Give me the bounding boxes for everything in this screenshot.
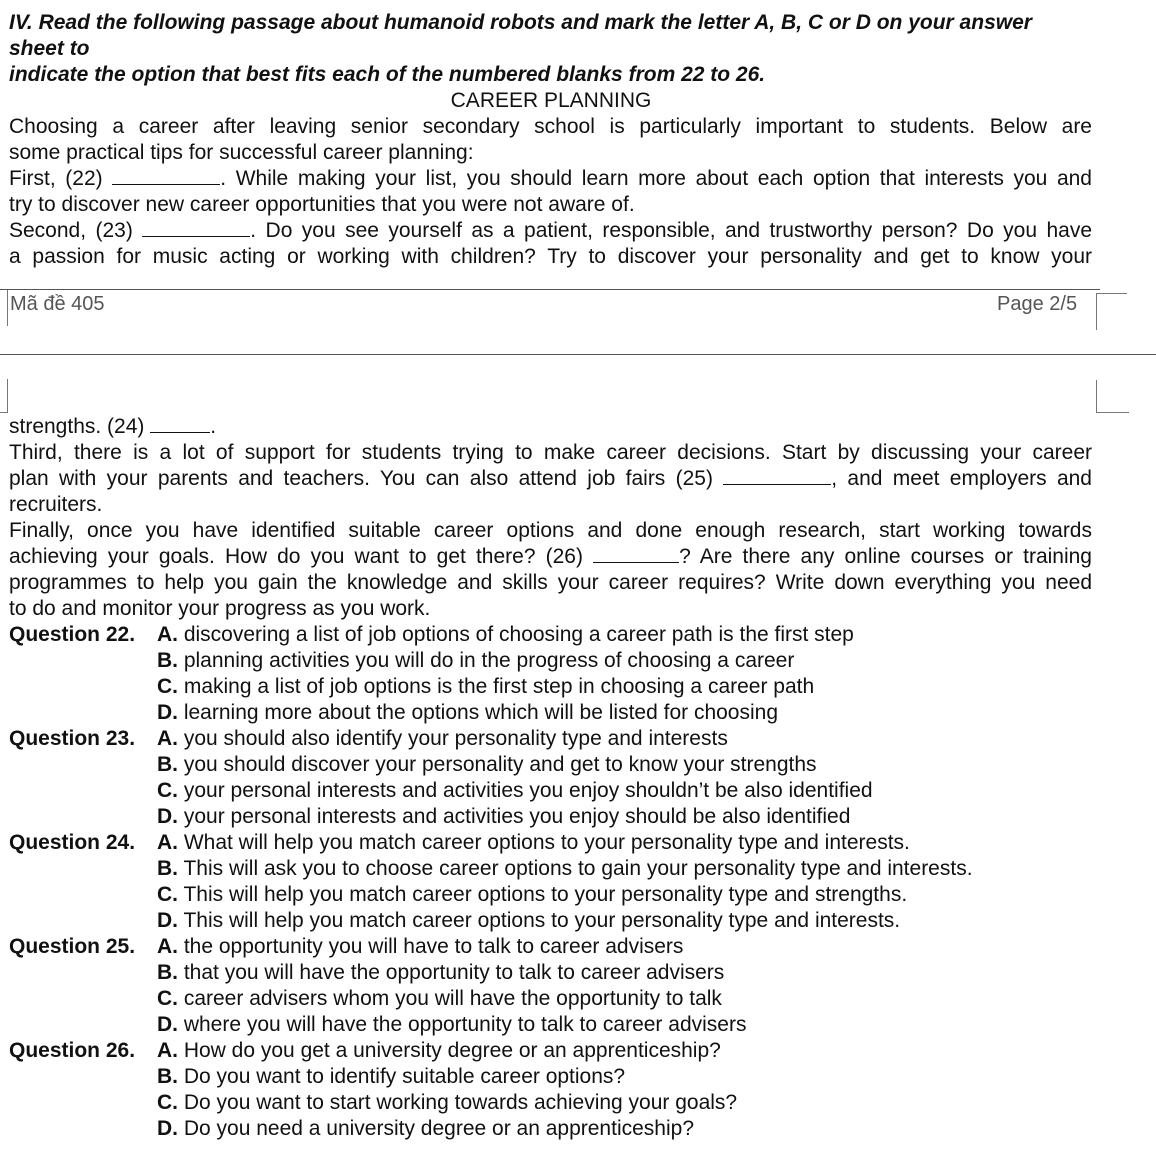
passage-line: some practical tips for successful career planning: xyxy=(9,141,474,164)
option-text: This will ask you to choose career options to gain your personality type and interests. xyxy=(178,857,973,880)
option-text: What will help you match career options to your personality type and interests. xyxy=(178,831,910,854)
question-label: Question 23. xyxy=(9,727,136,750)
option-letter: B. xyxy=(157,961,178,984)
option-letter: A. xyxy=(157,1039,178,1062)
answer-option[interactable] xyxy=(157,908,900,934)
footer-rule xyxy=(0,289,1100,290)
passage-line-blank-25: plan with your parents and teachers. You can also attend job fairs (25) , and meet employers and xyxy=(9,467,1092,490)
answer-option[interactable] xyxy=(157,1012,746,1038)
option-letter: B. xyxy=(157,857,178,880)
option-text: How do you get a university degree or an apprenticeship? xyxy=(178,1039,721,1062)
option-letter: D. xyxy=(157,701,178,724)
answer-option[interactable] xyxy=(157,882,907,908)
answer-option[interactable] xyxy=(157,804,850,830)
passage-line: a passion for music acting or working with children? Try to discover your personality and get to know your xyxy=(9,245,1092,268)
option-text: the opportunity you will have to talk to career advisers xyxy=(178,935,684,958)
page-corner-mark xyxy=(1096,380,1129,413)
answer-option[interactable] xyxy=(157,700,778,726)
answer-option[interactable] xyxy=(157,726,728,752)
option-letter: C. xyxy=(157,883,178,906)
question-label: Question 22. xyxy=(9,623,136,646)
option-text: Do you want to start working towards achieving your goals? xyxy=(178,1091,738,1114)
option-letter: B. xyxy=(157,649,178,672)
blank-23 xyxy=(142,218,250,237)
passage-line: recruiters. xyxy=(9,493,103,516)
blank-24 xyxy=(150,414,210,433)
passage-line: programmes to help you gain the knowledge and skills your career requires? Write down everything you need xyxy=(9,571,1092,594)
option-letter: A. xyxy=(157,831,178,854)
answer-option[interactable] xyxy=(157,1116,694,1142)
option-letter: D. xyxy=(157,805,178,828)
option-text: This will help you match career options to your personality type and strengths. xyxy=(178,883,908,906)
answer-option[interactable] xyxy=(157,752,817,778)
answer-option[interactable] xyxy=(157,622,854,648)
page-corner-mark xyxy=(0,379,8,413)
option-text: you should also identify your personality type and interests xyxy=(178,727,728,750)
question-label: Question 26. xyxy=(9,1039,136,1062)
blank-26 xyxy=(593,544,679,563)
option-letter: D. xyxy=(157,1117,178,1140)
option-letter: C. xyxy=(157,987,178,1010)
page-break-rule xyxy=(0,354,1156,355)
passage-line: Third, there is a lot of support for students trying to make career decisions. Start by discussing your career xyxy=(9,441,1092,464)
page-corner-mark xyxy=(7,290,8,326)
option-text: learning more about the options which will be listed for choosing xyxy=(178,701,779,724)
exam-code: Mã đề 405 xyxy=(10,293,105,315)
answer-option[interactable] xyxy=(157,830,910,856)
instruction-line-2: sheet to xyxy=(9,37,90,60)
option-text: discovering a list of job options of choosing a career path is the first step xyxy=(178,623,854,646)
option-text: where you will have the opportunity to talk to career advisers xyxy=(178,1013,747,1036)
passage-line-blank-22: First, (22) . While making your list, you should learn more about each option that interests you and xyxy=(9,167,1092,190)
option-text: making a list of job options is the first step in choosing a career path xyxy=(178,675,815,698)
passage-line: Choosing a career after leaving senior secondary school is particularly important to students. Below are xyxy=(9,115,1092,138)
passage-line: try to discover new career opportunities that you were not aware of. xyxy=(9,193,635,216)
option-letter: D. xyxy=(157,1013,178,1036)
option-text: planning activities you will do in the progress of choosing a career xyxy=(178,649,795,672)
blank-22 xyxy=(112,166,220,185)
answer-option[interactable] xyxy=(157,934,683,960)
option-text: career advisers whom you will have the opportunity to talk xyxy=(178,987,722,1010)
instruction-line-1: IV. Read the following passage about humanoid robots and mark the letter A, B, C or D on your answer xyxy=(9,11,1032,34)
option-text: Do you need a university degree or an apprenticeship? xyxy=(178,1117,694,1140)
option-text: your personal interests and activities you enjoy should be also identified xyxy=(178,805,851,828)
passage-line: Finally, once you have identified suitable career options and done enough research, start working towards xyxy=(9,519,1092,542)
option-letter: B. xyxy=(157,753,178,776)
passage-title: CAREER PLANNING xyxy=(450,89,652,112)
question-label: Question 24. xyxy=(9,831,136,854)
option-letter: A. xyxy=(157,623,178,646)
option-text: This will help you match career options to your personality type and interests. xyxy=(178,909,901,932)
option-text: that you will have the opportunity to talk to career advisers xyxy=(178,961,725,984)
answer-option[interactable] xyxy=(157,778,873,804)
answer-option[interactable] xyxy=(157,856,973,882)
answer-option[interactable] xyxy=(157,648,794,674)
answer-option[interactable] xyxy=(157,1038,721,1064)
option-text: you should discover your personality and get to know your strengths xyxy=(178,753,817,776)
answer-option[interactable] xyxy=(157,960,724,986)
blank-25 xyxy=(723,466,831,485)
option-text: Do you want to identify suitable career options? xyxy=(178,1065,626,1088)
answer-option[interactable] xyxy=(157,1090,737,1116)
option-letter: A. xyxy=(157,727,178,750)
question-label: Question 25. xyxy=(9,935,136,958)
answer-option[interactable] xyxy=(157,1064,625,1090)
passage-line: to do and monitor your progress as you work. xyxy=(9,597,431,620)
option-letter: C. xyxy=(157,1091,178,1114)
option-letter: A. xyxy=(157,935,178,958)
instruction-line-3: indicate the option that best fits each of the numbered blanks from 22 to 26. xyxy=(9,63,766,86)
answer-option[interactable] xyxy=(157,674,814,700)
answer-option[interactable] xyxy=(157,986,722,1012)
option-text: your personal interests and activities you enjoy shouldn’t be also identified xyxy=(178,779,873,802)
option-letter: B. xyxy=(157,1065,178,1088)
option-letter: C. xyxy=(157,675,178,698)
page-number: Page 2/5 xyxy=(997,293,1078,315)
passage-line-blank-23: Second, (23) . Do you see yourself as a patient, responsible, and trustworthy person? Do you have xyxy=(9,219,1092,242)
passage-line-blank-26: achieving your goals. How do you want to get there? (26) ? Are there any online courses or training xyxy=(9,545,1092,568)
option-letter: D. xyxy=(157,909,178,932)
option-letter: C. xyxy=(157,779,178,802)
page-corner-mark xyxy=(1096,293,1127,330)
passage-line-blank-24: strengths. (24) . xyxy=(9,415,217,438)
